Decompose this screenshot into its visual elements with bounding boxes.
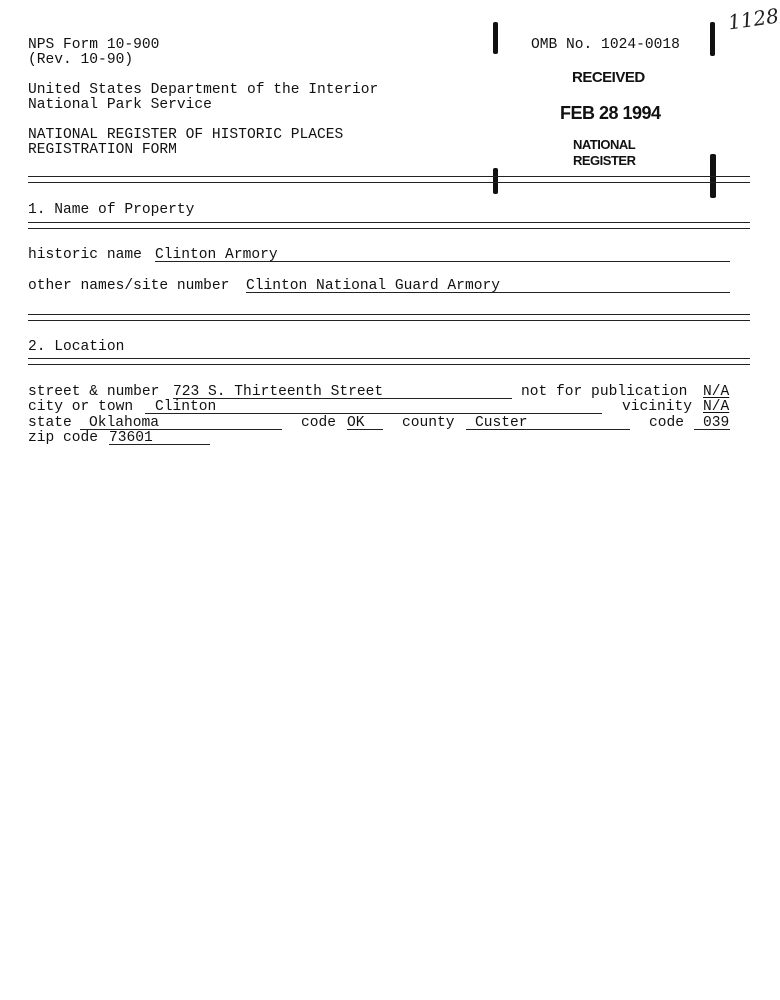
received-date-stamp: FEB 28 1994	[560, 103, 661, 123]
vicinity-value: N/A	[703, 399, 730, 415]
zip-value: 73601	[109, 430, 153, 446]
other-names-field	[246, 279, 730, 293]
section-divider	[28, 358, 750, 365]
county-code-label: code	[649, 415, 685, 431]
street-label: street & number	[28, 384, 160, 400]
register-title: NATIONAL REGISTER OF HISTORIC PLACES	[28, 127, 344, 143]
zip-label: zip code	[28, 430, 99, 446]
city-label: city or town	[28, 399, 134, 415]
national-stamp: NATIONAL	[573, 137, 636, 152]
scan-mark	[710, 22, 715, 56]
city-value: Clinton	[155, 399, 217, 415]
county-code-field	[694, 416, 730, 430]
county-code-value: 039	[703, 415, 730, 431]
not-for-publication-label: not for publication	[521, 384, 688, 400]
county-field	[466, 416, 630, 430]
form-revision: (Rev. 10-90)	[28, 52, 134, 68]
omb-number: OMB No. 1024-0018	[531, 37, 680, 53]
historic-name-label: historic name	[28, 247, 142, 263]
county-label: county	[402, 415, 455, 431]
section-divider	[28, 176, 750, 183]
form-title: REGISTRATION FORM	[28, 142, 177, 158]
state-value: Oklahoma	[89, 415, 160, 431]
state-code-field	[347, 416, 383, 430]
section-divider	[28, 314, 750, 321]
not-for-publication-value: N/A	[703, 384, 730, 400]
other-names-label: other names/site number	[28, 278, 230, 294]
state-label: state	[28, 415, 72, 431]
state-code-label: code	[301, 415, 337, 431]
zip-field	[109, 431, 210, 445]
street-field	[173, 385, 512, 399]
section-heading-location: 2. Location	[28, 339, 125, 355]
received-stamp: RECEIVED	[572, 69, 645, 86]
service-name: National Park Service	[28, 97, 212, 113]
street-value: 723 S. Thirteenth Street	[173, 384, 384, 400]
other-names-value: Clinton National Guard Armory	[246, 278, 500, 294]
form-number: NPS Form 10-900	[28, 37, 160, 53]
section-divider	[28, 222, 750, 229]
historic-name-value: Clinton Armory	[155, 247, 278, 263]
county-value: Custer	[475, 415, 528, 431]
scan-mark	[493, 22, 498, 54]
section-heading-name-of-property: 1. Name of Property	[28, 202, 195, 218]
department-name: United States Department of the Interior	[28, 82, 379, 98]
register-stamp: REGISTER	[573, 153, 636, 168]
handwritten-number: 1128	[726, 3, 780, 35]
state-code-value: OK	[347, 415, 365, 431]
state-field	[80, 416, 282, 430]
vicinity-label: vicinity	[622, 399, 693, 415]
city-field	[145, 400, 602, 414]
historic-name-field	[155, 248, 730, 262]
